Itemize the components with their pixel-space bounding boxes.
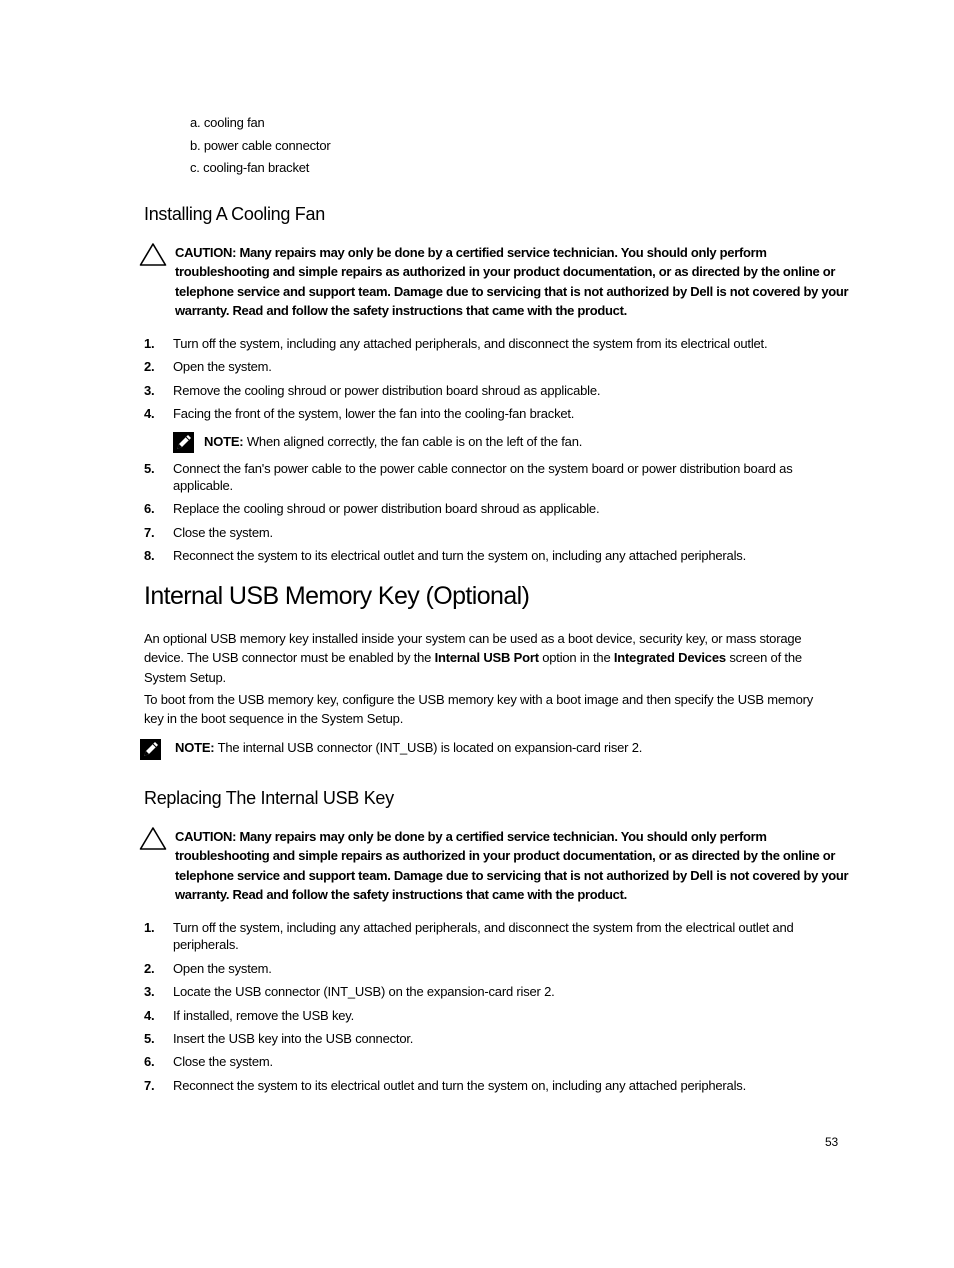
step-text: Replace the cooling shroud or power distribution board shroud as applicable. bbox=[173, 501, 600, 516]
caution-text: CAUTION: Many repairs may only be done by a certified service technician. You should only perform troubleshooting and simple repairs as authorized in your product documentation, or as directed by the online or telephone service and support team. Damage due to servicing that is not authorized by Dell is not covered by your warranty. Read and follow the safety instructions that came with the product. bbox=[175, 245, 849, 318]
step-text: Remove the cooling shroud or power distribution board shroud as applicable. bbox=[173, 383, 601, 398]
step-text: Connect the fan's power cable to the power cable connector on the system board or power distribution board as applicable. bbox=[173, 461, 793, 493]
step-text: Open the system. bbox=[173, 359, 272, 374]
section-heading-replacing-internal-usb-key: Replacing The Internal USB Key bbox=[144, 788, 394, 808]
paragraph: To boot from the USB memory key, configure the USB memory key with a boot image and then specify the USB memory key in the boot sequence in the System Setup. bbox=[144, 692, 814, 727]
step-text: Insert the USB key into the USB connector. bbox=[173, 1031, 414, 1046]
step-text: Reconnect the system to its electrical outlet and turn the system on, including any attached peripherals. bbox=[173, 548, 746, 563]
step-text: Close the system. bbox=[173, 525, 273, 540]
step-number: 7. bbox=[144, 1078, 155, 1093]
caution-triangle-icon bbox=[139, 242, 167, 267]
paragraph: An optional USB memory key installed inside your system can be used as a boot device, security key, or mass storage device. The USB connector must be enabled by the Internal USB Port option in the Integrated Devices screen of the System Setup. bbox=[144, 631, 802, 685]
note-pencil-icon bbox=[140, 739, 161, 760]
step-number: 7. bbox=[144, 525, 155, 540]
step-number: 3. bbox=[144, 984, 155, 999]
step-text: Open the system. bbox=[173, 961, 272, 976]
sublist-item: b. power cable connector bbox=[190, 138, 331, 153]
step-text: Locate the USB connector (INT_USB) on the expansion-card riser 2. bbox=[173, 984, 555, 999]
step-number: 1. bbox=[144, 336, 155, 351]
step-text: Reconnect the system to its electrical outlet and turn the system on, including any attached peripherals. bbox=[173, 1078, 746, 1093]
step-text: Turn off the system, including any attached peripherals, and disconnect the system from the electrical outlet and peripherals. bbox=[173, 920, 794, 952]
page-number: 53 bbox=[825, 1135, 838, 1149]
step-number: 4. bbox=[144, 406, 155, 421]
step-number: 8. bbox=[144, 548, 155, 563]
step-number: 4. bbox=[144, 1008, 155, 1023]
step-text: Close the system. bbox=[173, 1054, 273, 1069]
section-heading-internal-usb-memory-key: Internal USB Memory Key (Optional) bbox=[144, 582, 530, 610]
step-text: If installed, remove the USB key. bbox=[173, 1008, 355, 1023]
step-number: 2. bbox=[144, 359, 155, 374]
note-pencil-icon bbox=[173, 432, 194, 453]
note-text: NOTE: When aligned correctly, the fan cable is on the left of the fan. bbox=[204, 434, 583, 449]
step-number: 6. bbox=[144, 501, 155, 516]
step-number: 2. bbox=[144, 961, 155, 976]
note-text: NOTE: The internal USB connector (INT_USB) is located on expansion-card riser 2. bbox=[175, 740, 643, 755]
step-number: 6. bbox=[144, 1054, 155, 1069]
step-text: Facing the front of the system, lower the fan into the cooling-fan bracket. bbox=[173, 406, 575, 421]
caution-text: CAUTION: Many repairs may only be done by a certified service technician. You should only perform troubleshooting and simple repairs as authorized in your product documentation, or as directed by the online or telephone service and support team. Damage due to servicing that is not authorized by Dell is not covered by your warranty. Read and follow the safety instructions that came with the product. bbox=[175, 829, 849, 902]
caution-triangle-icon bbox=[139, 826, 167, 851]
step-number: 5. bbox=[144, 461, 155, 476]
section-heading-installing-cooling-fan: Installing A Cooling Fan bbox=[144, 204, 325, 224]
step-number: 5. bbox=[144, 1031, 155, 1046]
sublist-item: c. cooling-fan bracket bbox=[190, 160, 310, 175]
step-number: 3. bbox=[144, 383, 155, 398]
step-text: Turn off the system, including any attached peripherals, and disconnect the system from its electrical outlet. bbox=[173, 336, 768, 351]
step-number: 1. bbox=[144, 920, 155, 935]
sublist-item: a. cooling fan bbox=[190, 115, 265, 130]
